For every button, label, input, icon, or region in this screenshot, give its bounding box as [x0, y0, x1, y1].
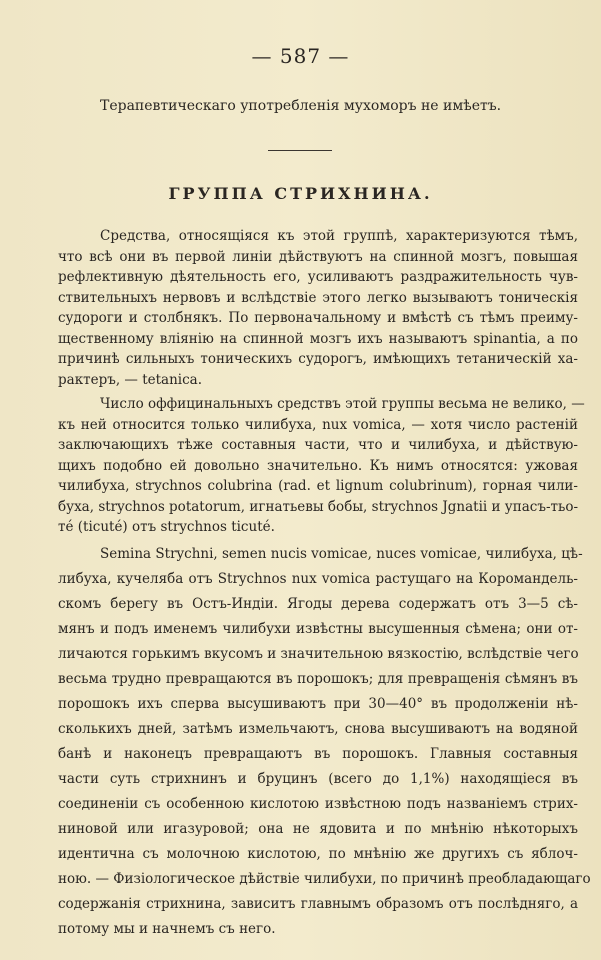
text-line: весьма трудно превращаются въ порошокъ; для превращенія сѣмянъ въ: [58, 671, 578, 687]
text-line: скомъ берегу въ Остъ-Индіи. Ягоды дерева содержатъ отъ 3—5 сѣ-: [58, 596, 578, 612]
text-line: части суть стрихнинъ и бруцинъ (всего до 1,1%) находящіеся въ: [58, 771, 578, 787]
section-divider: [268, 150, 332, 151]
text-line: Semina Strychni, semen nucis vomicae, nuces vomicae, чилибуха, цѣ-: [100, 546, 583, 562]
text-line: потому мы и начнемъ съ него.: [58, 921, 276, 937]
text-line: личаются горькимъ вкусомъ и значительною вязкостію, вслѣдствіе чего: [58, 646, 579, 662]
text-line: Число оффицинальныхъ средствъ этой группы весьма не велико, —: [100, 396, 585, 412]
text-line: сколькихъ дней, затѣмъ измельчаютъ, снова высушиваютъ на водяной: [58, 721, 578, 737]
text-line: щественному вліянію на спинной мозгъ ихъ называютъ spinantia, а по: [58, 331, 578, 347]
text-line: либуха, кучеляба отъ Strychnos nux vomica растущаго на Коромандель-: [58, 571, 578, 587]
text-line: чилибуха, strychnos colubrina (rad. et lignum colubrinum), горная чили-: [58, 478, 578, 494]
text-line: ниновой или игазуровой; она не ядовита и по мнѣнію нѣкоторыхъ: [58, 821, 578, 837]
text-line: буха, strychnos potatorum, игнатьевы бобы, strychnos Jgnatii и упасъ-тьо-: [58, 499, 579, 515]
text-line: къ ней относится только чилибуха, nux vomica, — хотя число растеній: [58, 417, 578, 433]
intro-line: Терапевтическаго употребленія мухоморъ не имѣетъ.: [100, 98, 502, 114]
text-line: рефлективную дѣятельность его, усиливаютъ раздражительность чув-: [58, 269, 578, 285]
text-line: банѣ и наконецъ превращаютъ въ порошокъ. Главныя составныя: [58, 746, 578, 762]
text-line: ствительныхъ нервовъ и вслѣдствіе этого легко вызываютъ тоническія: [58, 290, 578, 306]
section-title: ГРУППА СТРИХНИНА.: [168, 184, 433, 203]
text-line: Средства, относящіяся къ этой группѣ, характеризуются тѣмъ,: [100, 228, 578, 244]
text-line: щихъ подобно ей довольно значительно. Къ нимъ относятся: ужовая: [58, 458, 578, 474]
text-line: тé (ticuté) отъ strychnos ticuté.: [58, 519, 275, 535]
text-line: содержанія стрихнина, зависитъ главнымъ образомъ отъ послѣдняго, а: [58, 896, 578, 912]
text-line: заключающихъ тѣже составныя части, что и чилибуха, и дѣйствую-: [58, 437, 578, 453]
text-line: порошокъ ихъ сперва высушиваютъ при 30—40° въ продолженіи нѣ-: [58, 696, 578, 712]
text-line: ною. — Физіологическое дѣйствіе чилибухи, по причинѣ преобладающаго: [58, 871, 591, 887]
text-line: рактеръ, — tetanica.: [58, 372, 202, 388]
page-number: — 587 —: [251, 44, 350, 68]
text-line: причинѣ сильныхъ тоническихъ судорогъ, имѣющихъ тетаническій ха-: [58, 351, 578, 367]
text-line: судороги и столбнякъ. По первоначальному и вмѣстѣ съ тѣмъ преиму-: [58, 310, 578, 326]
text-line: что всѣ они въ первой линіи дѣйствуютъ на спинной мозгъ, повышая: [58, 249, 578, 265]
text-line: соединеніи съ особенною кислотою извѣстною подъ названіемъ стрих-: [58, 796, 578, 812]
text-line: мянъ и подъ именемъ чилибухи извѣстны высушенныя сѣмена; они от-: [58, 621, 578, 637]
text-line: идентична съ молочною кислотою, по мнѣнію же другихъ съ яблоч-: [58, 846, 578, 862]
